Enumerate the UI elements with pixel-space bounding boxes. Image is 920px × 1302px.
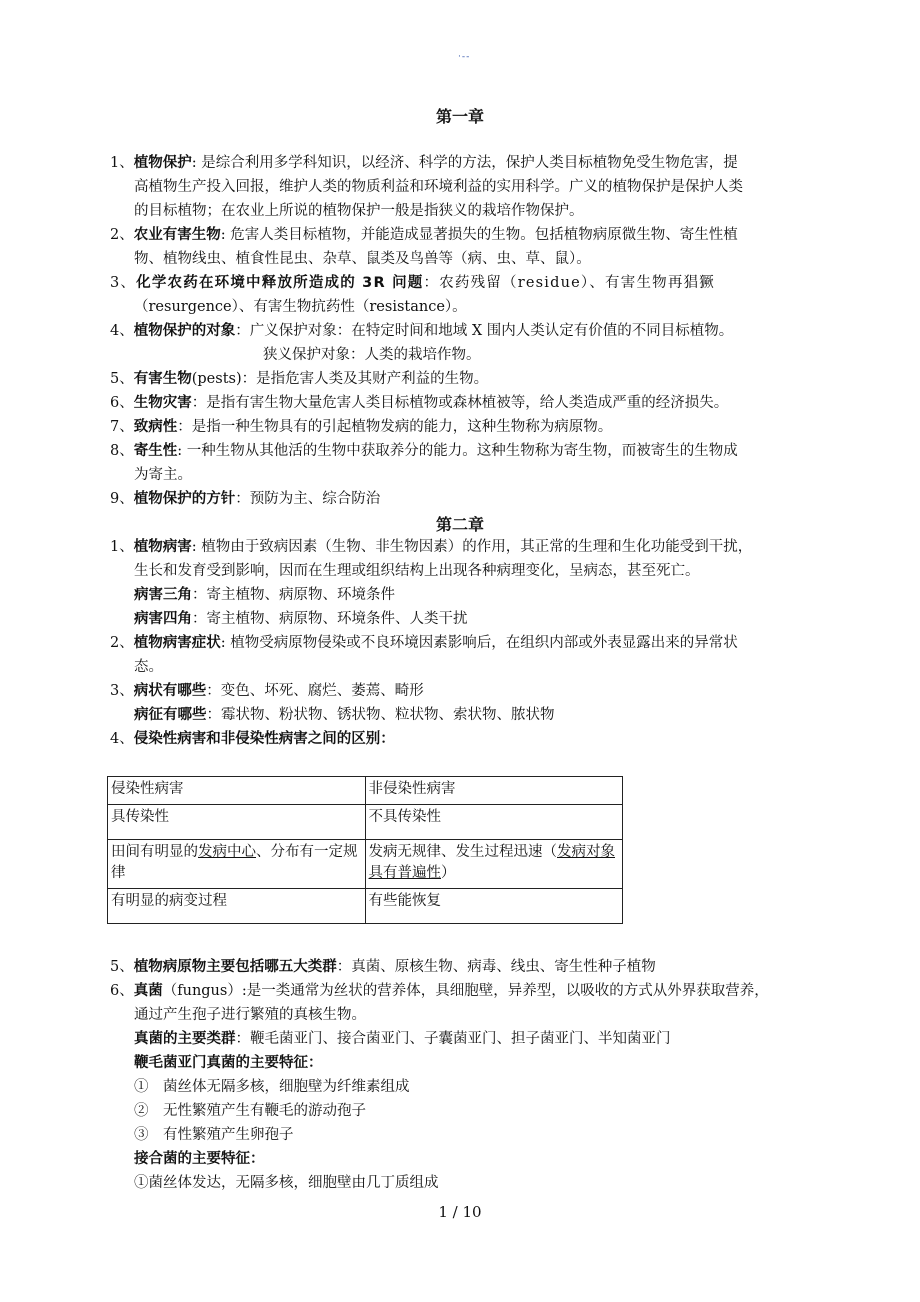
- ch1-item-2: 2、农业有害生物: 危害人类目标植物，并能造成显著损失的生物。包括植物病原微生物、寄生性植: [110, 227, 738, 243]
- ch2-item-2: 2、植物病害症状: 植物受病原物侵染或不良环境因素影响后，在组织内部或外表显露出来的异常状: [110, 635, 738, 651]
- table-row: [108, 889, 623, 924]
- chapter-2-title: 第二章: [435, 515, 484, 534]
- ch1-item-9: 9、植物保护的方针：预防为主、综合防治: [110, 491, 381, 507]
- ch1-item-1-line-3: 的目标植物；在农业上所说的植物保护一般是指狭义的栽培作物保护。: [134, 203, 584, 219]
- table-cell: 田间有明显的发病中心、分布有一定规律: [108, 840, 366, 889]
- ch1-item-8-line-2: 为寄主。: [134, 467, 192, 483]
- comparison-table: [107, 776, 623, 924]
- ch2-item-2-line-2: 态。: [134, 659, 163, 675]
- ch1-item-5: 5、有害生物(pests)：是指危害人类及其财产利益的生物。: [110, 371, 489, 387]
- ch1-item-3: 3、化学农药在环境中释放所造成的 3R 问题：农药残留（residue）、有害生物再猖獗: [110, 275, 715, 291]
- table-row: [108, 777, 623, 805]
- ch2-item-1-line-2: 生长和发育受到影响，因而在生理或组织结构上出现各种病理变化，呈病态，甚至死亡。: [134, 563, 700, 579]
- ch2-item-6-line-2: 通过产生孢子进行繁殖的真核生物。: [134, 1007, 366, 1023]
- ch1-item-1: 1、植物保护: 是综合利用多学科知识，以经济、科学的方法，保护人类目标植物免受生物危害，提: [110, 155, 738, 171]
- ch2-item-1: 1、植物病害: 植物由于致病因素（生物、非生物因素）的作用，其正常的生理和生化功能受到干扰，: [110, 539, 753, 555]
- table-cell: 具传染性: [108, 805, 366, 840]
- ch1-item-7: 7、致病性：是指一种生物具有的引起植物发病的能力，这种生物称为病原物。: [110, 419, 613, 435]
- ch1-item-3-line-2: （resurgence）、有害生物抗药性（resistance）。: [134, 299, 467, 315]
- zygomycotina-feature-1: ①菌丝体发达，无隔多核，细胞壁由几丁质组成: [134, 1175, 439, 1191]
- ch2-item-4: 4、侵染性病害和非侵染性病害之间的区别：: [110, 731, 395, 747]
- ch2-item-6: 6、真菌（fungus）:是一类通常为丝状的营养体，具细胞壁，异养型，以吸收的方式从外界获取营养，: [110, 983, 769, 999]
- table-cell: 侵染性病害: [108, 777, 366, 805]
- table-cell: 有明显的病变过程: [108, 889, 366, 924]
- ch1-item-1-line-2: 高植物生产投入回报，维护人类的物质利益和环境利益的实用科学。广义的植物保护是保护人类: [134, 179, 743, 195]
- table-cell: 不具传染性: [365, 805, 623, 840]
- mastigomycotina-heading: 鞭毛菌亚门真菌的主要特征：: [134, 1055, 323, 1071]
- table-cell: 有些能恢复: [365, 889, 623, 924]
- chapter-1-title: 第一章: [435, 107, 484, 126]
- mastigomycotina-feature-2: ② 无性繁殖产生有鞭毛的游动孢子: [134, 1103, 366, 1119]
- ch1-item-4: 4、植物保护的对象：广义保护对象：在特定时间和地域 X 围内人类认定有价值的不同目标植物。: [110, 323, 734, 339]
- page-number: 1 / 10: [438, 1203, 482, 1221]
- table-row: [108, 840, 623, 889]
- mastigomycotina-feature-1: ① 菌丝体无隔多核，细胞壁为纤维素组成: [134, 1079, 410, 1095]
- fungi-groups: 真菌的主要类群：鞭毛菌亚门、接合菌亚门、子囊菌亚门、担子菌亚门、半知菌亚门: [134, 1031, 671, 1047]
- ch1-item-4-line-2: 狭义保护对象：人类的栽培作物。: [263, 347, 481, 363]
- ch1-item-8: 8、寄生性: 一种生物从其他活的生物中获取养分的能力。这种生物称为寄生物，而被寄生的生物成: [110, 443, 738, 459]
- ch2-disease-triangle: 病害三角：寄主植物、病原物、环境条件: [134, 587, 395, 603]
- table-cell: 发病无规律、发生过程迅速（发病对象具有普遍性）: [365, 840, 623, 889]
- mastigomycotina-feature-3: ③ 有性繁殖产生卵孢子: [134, 1127, 294, 1143]
- table-cell: 非侵染性病害: [365, 777, 623, 805]
- ch2-item-5: 5、植物病原物主要包括哪五大类群：真菌、原核生物、病毒、线虫、寄生性种子植物: [110, 959, 656, 975]
- table-row: [108, 805, 623, 840]
- ch2-item-3-signs: 病征有哪些：霉状物、粉状物、锈状物、粒状物、索状物、脓状物: [134, 707, 555, 723]
- header-mark: ·--: [458, 52, 471, 62]
- ch1-item-2-line-2: 物、植物线虫、植食性昆虫、杂草、鼠类及鸟兽等（病、虫、草、鼠）。: [134, 251, 591, 267]
- ch2-disease-square: 病害四角：寄主植物、病原物、环境条件、人类干扰: [134, 611, 468, 627]
- zygomycotina-heading: 接合菌的主要特征：: [134, 1151, 265, 1167]
- ch1-item-6: 6、生物灾害：是指有害生物大量危害人类目标植物或森林植被等，给人类造成严重的经济损失。: [110, 395, 729, 411]
- ch2-item-3: 3、病状有哪些：变色、坏死、腐烂、萎蔫、畸形: [110, 683, 424, 699]
